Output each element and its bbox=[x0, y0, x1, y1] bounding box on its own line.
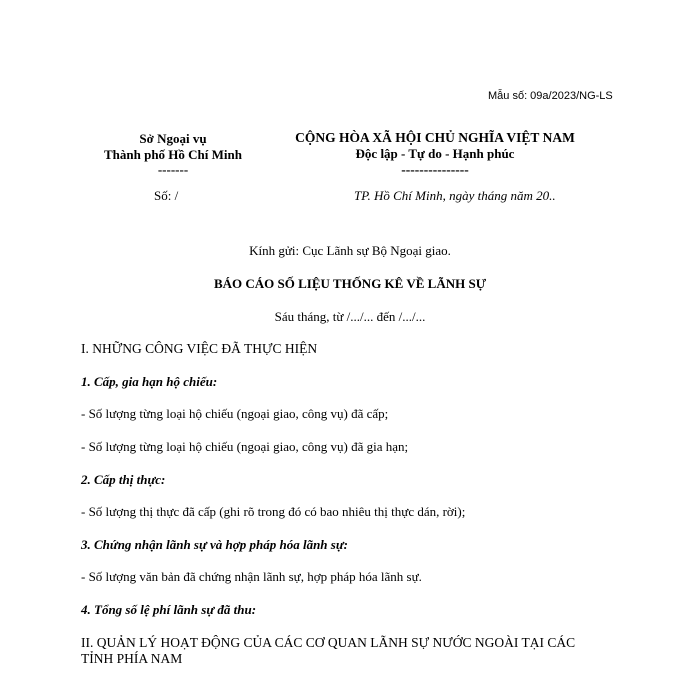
place-date: TP. Hồ Chí Minh, ngày tháng năm 20.. bbox=[354, 188, 556, 203]
item-1-line-2: - Số lượng từng loại hộ chiếu (ngoại giao, công vụ) đã gia hạn; bbox=[81, 439, 409, 454]
section-1-heading: I. NHỮNG CÔNG VIỆC ĐÃ THỰC HIỆN bbox=[81, 341, 318, 356]
agency-divider: ------- bbox=[157, 162, 189, 177]
item-2-line-1: - Số lượng thị thực đã cấp (ghi rõ trong đó có bao nhiêu thị thực dán, rời); bbox=[81, 504, 466, 519]
national-motto: Độc lập - Tự do - Hạnh phúc bbox=[355, 146, 515, 161]
form-code: Mẫu số: 09a/2023/NG-LS bbox=[488, 90, 613, 102]
report-title: BÁO CÁO SỐ LIỆU THỐNG KÊ VỀ LÃNH SỰ bbox=[213, 276, 487, 291]
report-period: Sáu tháng, từ /.../... đến /.../... bbox=[274, 309, 426, 324]
section-2-heading-line-1: II. QUẢN LÝ HOẠT ĐỘNG CỦA CÁC CƠ QUAN LÃNH SỰ NƯỚC NGOÀI TẠI CÁC bbox=[81, 635, 576, 650]
document-number: Số: / bbox=[154, 188, 179, 203]
item-1-line-1: - Số lượng từng loại hộ chiếu (ngoại giao, công vụ) đã cấp; bbox=[81, 406, 389, 421]
recipient: Kính gửi: Cục Lãnh sự Bộ Ngoại giao. bbox=[249, 243, 451, 258]
item-3-line-1: - Số lượng văn bản đã chứng nhận lãnh sự, hợp pháp hóa lãnh sự. bbox=[81, 569, 422, 584]
item-3-title: 3. Chứng nhận lãnh sự và hợp pháp hóa lãnh sự: bbox=[81, 537, 348, 552]
agency-name: Sở Ngoại vụ bbox=[139, 131, 207, 146]
section-2-heading-line-2: TỈNH PHÍA NAM bbox=[81, 651, 183, 666]
agency-city: Thành phố Hồ Chí Minh bbox=[103, 147, 242, 162]
item-2-title: 2. Cấp thị thực: bbox=[81, 472, 166, 487]
national-title: CỘNG HÒA XÃ HỘI CHỦ NGHĨA VIỆT NAM bbox=[295, 130, 575, 145]
item-1-title: 1. Cấp, gia hạn hộ chiếu: bbox=[81, 374, 218, 389]
national-divider: --------------- bbox=[401, 162, 469, 177]
item-4-title: 4. Tổng số lệ phí lãnh sự đã thu: bbox=[81, 602, 257, 617]
